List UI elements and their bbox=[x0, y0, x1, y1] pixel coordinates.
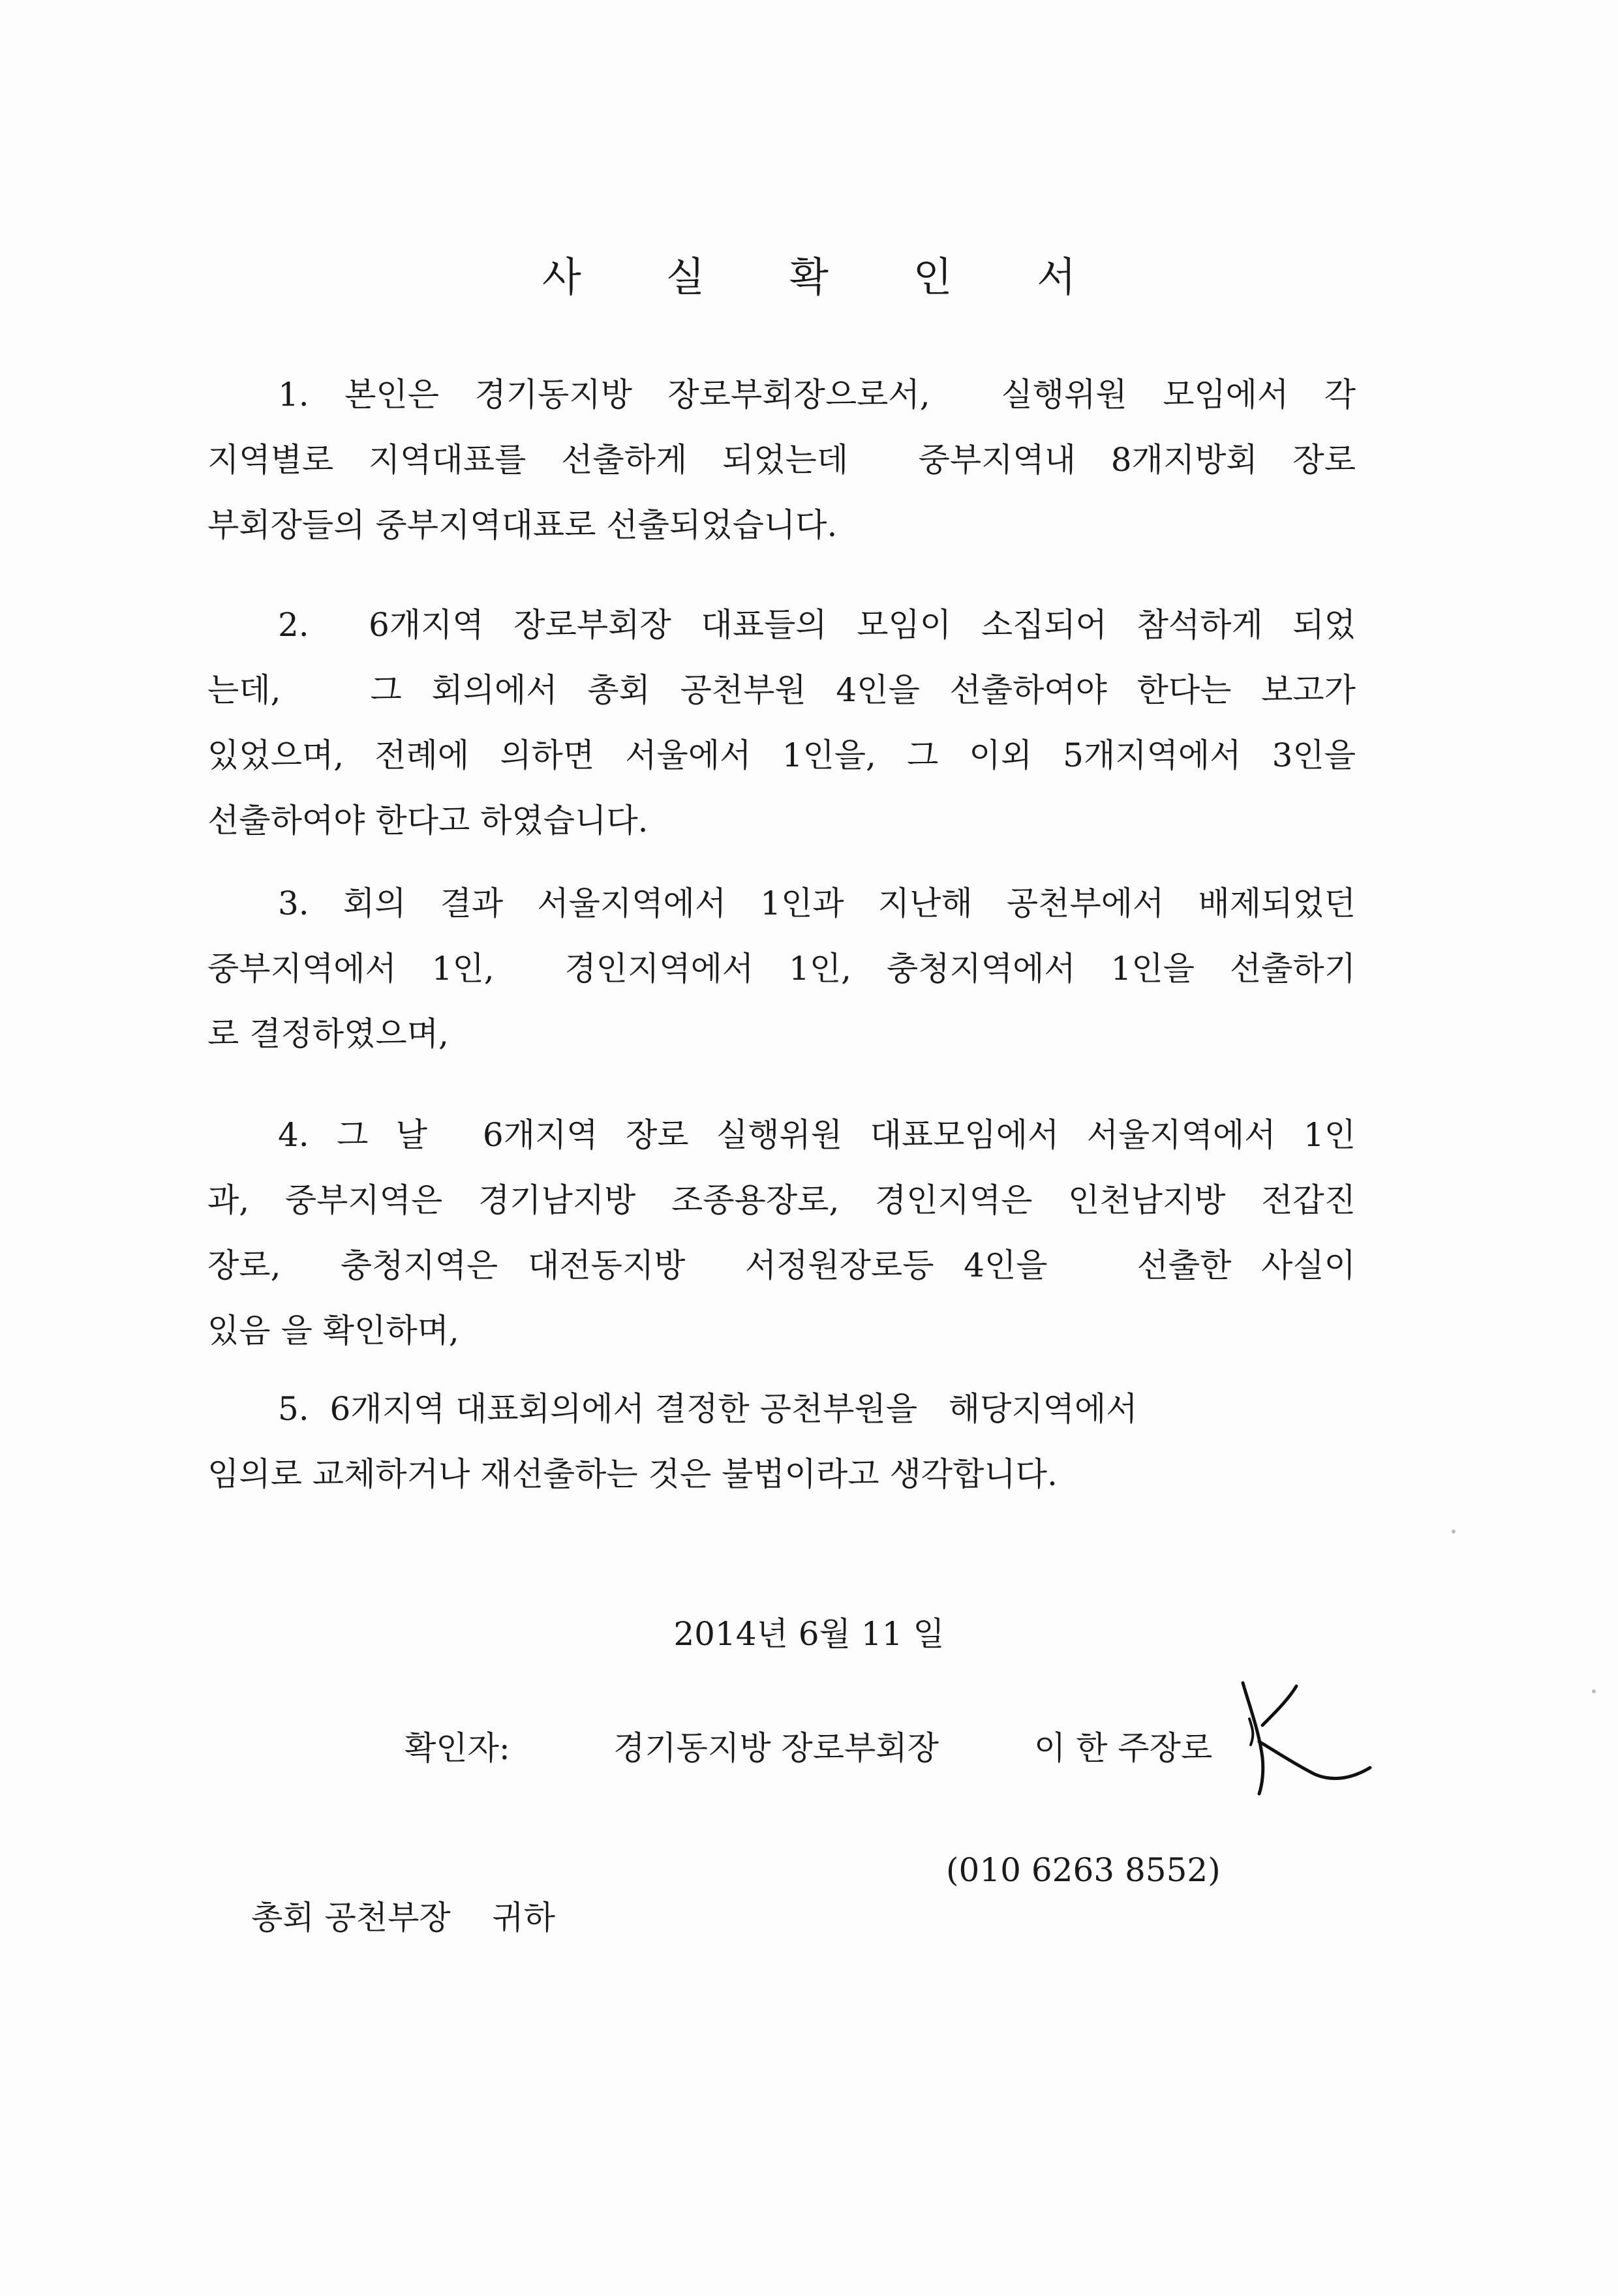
handwritten-signature bbox=[1223, 1680, 1373, 1797]
paragraph-4 bbox=[207, 1102, 1356, 1363]
document-date: 2014년 6월 11 일 bbox=[673, 1615, 945, 1653]
paragraph-2 bbox=[207, 592, 1356, 853]
paragraph-line: 2. 6개지역 장로부회장 대표들의 모임이 소집되어 참석하게 되었 bbox=[278, 606, 1356, 644]
scan-speck bbox=[1592, 1689, 1596, 1693]
paragraph-line: 있었으며, 전례에 의하면 서울에서 1인을, 그 이외 5개지역에서 3인을 bbox=[207, 736, 1356, 774]
paragraph-line: 부회장들의 중부지역대표로 선출되었습니다. bbox=[207, 506, 838, 544]
paragraph-5 bbox=[207, 1376, 1356, 1507]
paragraph-line: 4. 그 날 6개지역 장로 실행위원 대표모임에서 서울지역에서 1인 bbox=[278, 1116, 1356, 1154]
confirmer-name: 이 한 주장로 bbox=[1034, 1729, 1213, 1767]
paragraph-line: 지역별로 지역대표를 선출하게 되었는데 중부지역내 8개지방회 장로 bbox=[207, 441, 1356, 479]
paragraph-line: 장로, 충청지역은 대전동지방 서정원장로등 4인을 선출한 사실이 bbox=[207, 1246, 1356, 1284]
paragraph-line: 있음 을 확인하며, bbox=[207, 1312, 459, 1350]
recipient-line: 총회 공천부장 귀하 bbox=[251, 1899, 555, 1937]
paragraph-line: 1. 본인은 경기동지방 장로부회장으로서, 실행위원 모임에서 각 bbox=[278, 376, 1356, 414]
paragraph-3 bbox=[207, 871, 1356, 1066]
contact-phone: (010 6263 8552) bbox=[946, 1851, 1221, 1889]
paragraph-line: 과, 중부지역은 경기남지방 조종용장로, 경인지역은 인천남지방 전갑진 bbox=[207, 1181, 1356, 1219]
scan-speck bbox=[1452, 1530, 1456, 1533]
paragraph-line: 는데, 그 회의에서 총회 공천부원 4인을 선출하여야 한다는 보고가 bbox=[207, 671, 1356, 709]
confirmer-position: 경기동지방 장로부회장 bbox=[613, 1729, 939, 1767]
paragraph-line: 로 결정하였으며, bbox=[207, 1015, 449, 1053]
paragraph-1 bbox=[207, 362, 1356, 558]
paragraph-line: 3. 회의 결과 서울지역에서 1인과 지난해 공천부에서 배제되었던 bbox=[278, 884, 1356, 922]
paragraph-line: 중부지역에서 1인, 경인지역에서 1인, 충청지역에서 1인을 선출하기 bbox=[207, 950, 1356, 988]
paragraph-line: 선출하여야 한다고 하였습니다. bbox=[207, 802, 649, 839]
paragraph-line: 5. 6개지역 대표회의에서 결정한 공천부원을 해당지역에서 bbox=[278, 1390, 1138, 1428]
confirmer-label: 확인자: bbox=[404, 1729, 510, 1767]
paragraph-line: 임의로 교체하거나 재선출하는 것은 불법이라고 생각합니다. bbox=[207, 1455, 1058, 1493]
document-title: 사 실 확 인 서 bbox=[542, 253, 1112, 301]
